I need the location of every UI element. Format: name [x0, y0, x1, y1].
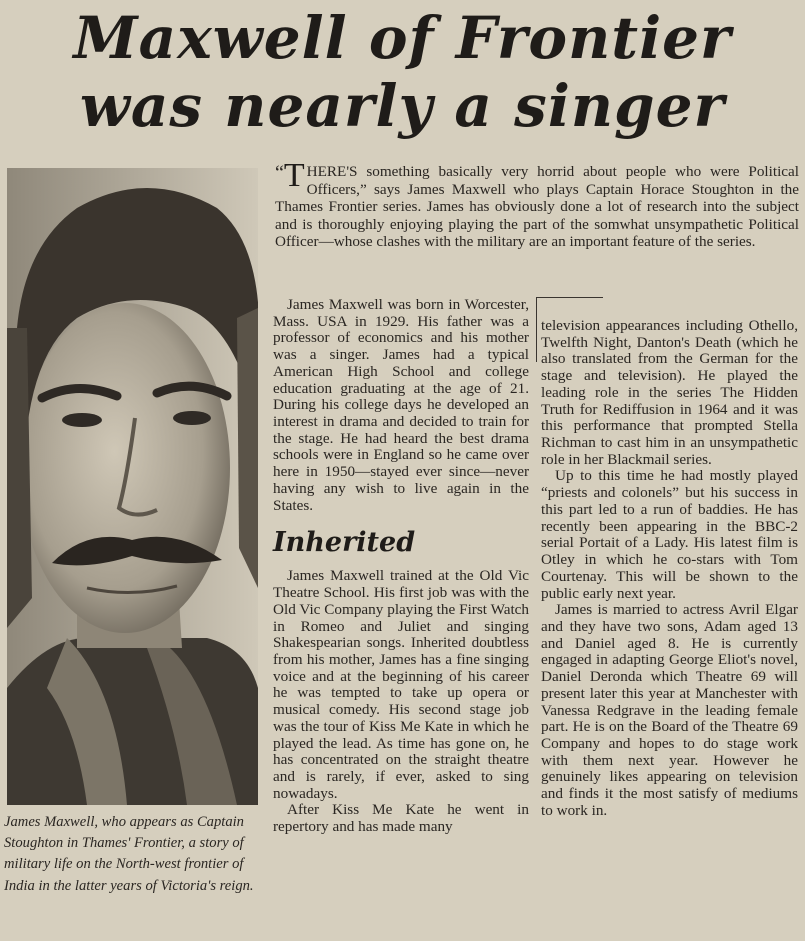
subheading: Inherited — [273, 527, 416, 559]
paragraph: After Kiss Me Kate he went in repertory and has made many — [273, 801, 529, 836]
article-column-1 — [273, 297, 529, 836]
paragraph: James Maxwell trained at the Old Vic Theatre School. His first job was with the Old Vic Company playing the First Watch in Romeo and Juliet and singing Shakespearian songs. Inherited doubtless from his mother, James has a fine singing voice and at the beginning of his career he was tempted to take up opera or musical comedy. His second stage job was the tour of Kiss Me Kate in which he played the lead. As time has gone on, he has concentrated on the straight theatre and is rarely, if ever, asked to sing nowadays. — [273, 567, 529, 802]
paragraph: James Maxwell was born in Worcester, Mass. USA in 1929. His father was a professor of economics and his mother was a singer. James had a typical American High School and college education graduating at the age of 21. During his college days he developed an interest in drama and decided to train for the stage. He had heard the best drama schools were in England so he came over here in 1950—stayed ever since—never having any wish to live again in the States. — [273, 296, 529, 514]
portrait-photo — [7, 168, 258, 805]
lead-paragraph — [275, 157, 799, 251]
photo-caption: James Maxwell, who appears as Captain Stoughton in Thames' Frontier, a story of military life on the North-west frontier of India in the latter years of Victoria's reign. — [4, 814, 254, 894]
drop-cap: T — [283, 157, 305, 194]
paragraph: Up to this time he had mostly played “priests and colonels” but his success in this part led to a run of baddies. He has recently been appearing in the BBC-2 serial Portait of a Lady. His latest film is Otley in which he co-stars with Tom Courtenay. This will be shown to the public early next year. — [541, 467, 798, 602]
headline-line-1: Maxwell of Frontier — [73, 4, 732, 72]
paragraph: television appearances including Othello, Twelfth Night, Danton's Death (which he also translated from the German for the stage and television). He played the leading role in the series The Hidden Truth for Rediffusion in 1964 and it was this performance that prompted Stella Richman to cast him in an unsympathetic role in her Blackmail series. — [541, 317, 798, 468]
lead-text: HERE'S something basically very horrid about people who were Political Officers,” says James Maxwell who plays Captain Horace Stoughton in the Thames Frontier series. James has obviously done a lot of research into the subject and is thoroughly enjoying playing the part of the somwhat unsympathetic Political Officer—whose clashes with the military are an important feature of the series. — [275, 163, 799, 250]
paragraph: James is married to actress Avril Elgar and they have two sons, Adam aged 13 and Daniel aged 8. He is currently engaged in adapting George Eliot's novel, Daniel Deronda which Theatre 69 will present later this year at Manchester with Vanessa Redgrave in the leading female part. He is on the Board of the Theatre 69 Company and hopes to do stage work with them next year. However he genuinely likes appearing on television and finds it the most satisfy of mediums to work in. — [541, 601, 798, 819]
article-column-2 — [541, 318, 798, 820]
portrait-illustration — [7, 168, 258, 805]
open-quote: “ — [275, 162, 284, 184]
headline-line-2: was nearly a singer — [79, 72, 726, 140]
headline — [0, 4, 805, 140]
